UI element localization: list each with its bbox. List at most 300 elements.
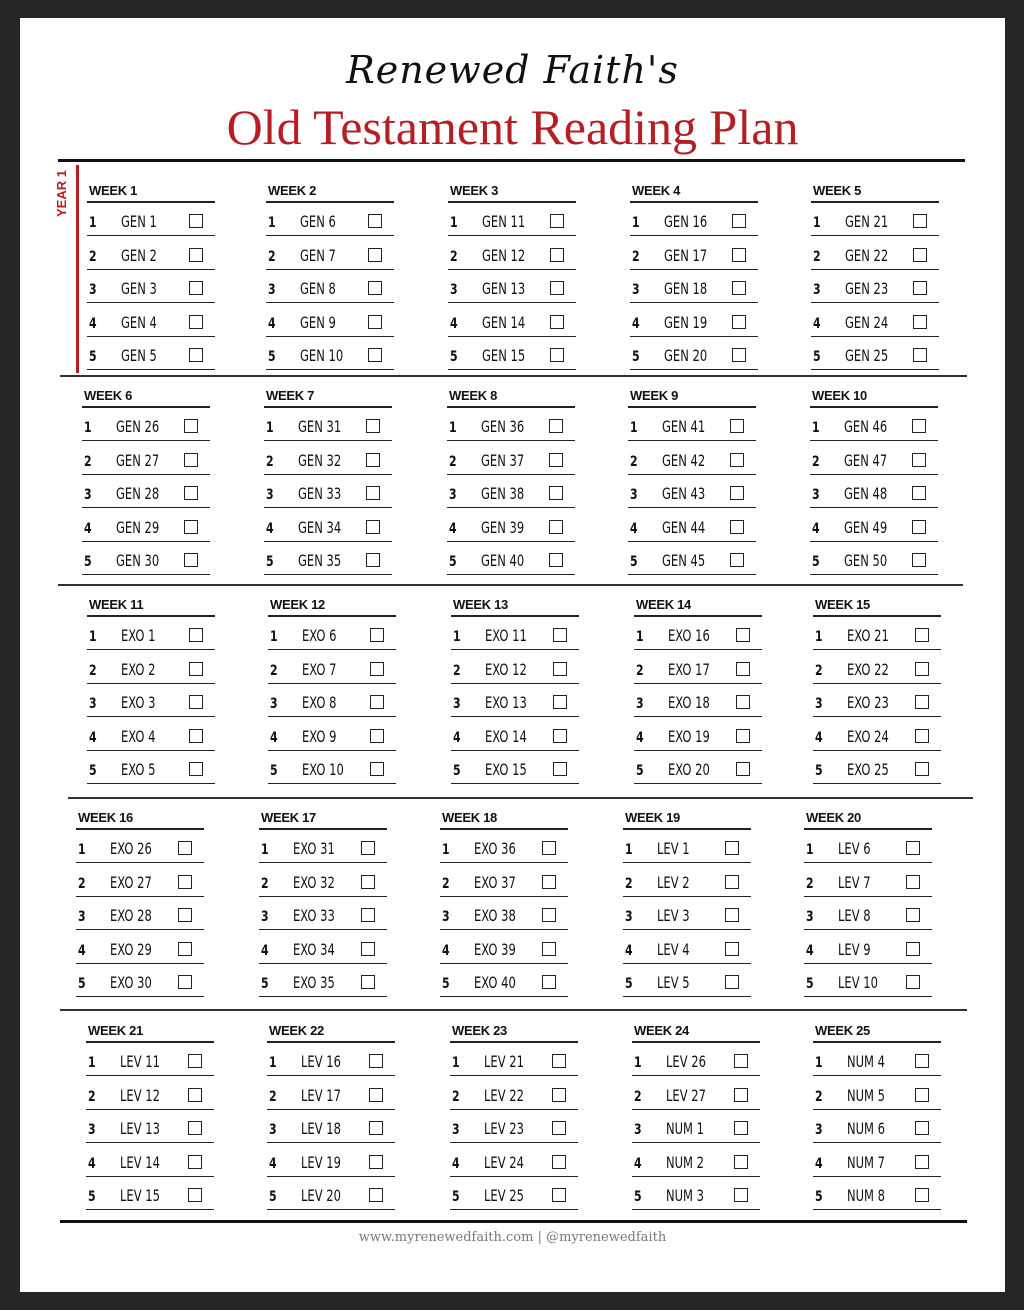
checkbox[interactable] (552, 1054, 566, 1068)
checkbox[interactable] (370, 762, 384, 776)
day-number: 5 (815, 1189, 823, 1205)
checkbox[interactable] (915, 1155, 929, 1169)
day-number: 5 (268, 349, 276, 365)
reading-item (632, 1076, 760, 1110)
checkbox[interactable] (368, 348, 382, 362)
day-number: 5 (632, 349, 640, 365)
day-number: 2 (84, 453, 92, 470)
checkbox[interactable] (188, 1088, 202, 1102)
checkbox[interactable] (368, 214, 382, 228)
chapter-reference: GEN 38 (481, 484, 525, 503)
checkbox[interactable] (178, 908, 192, 922)
chapter-reference: NUM 6 (847, 1119, 885, 1138)
day-number: 4 (632, 315, 640, 332)
reading-item (810, 475, 938, 509)
day-number: 3 (270, 696, 278, 712)
day-number: 3 (812, 487, 820, 503)
reading-item (266, 203, 394, 237)
week-title: WEEK 7 (266, 388, 315, 403)
checkbox[interactable] (736, 695, 750, 709)
chapter-reference: GEN 35 (298, 551, 342, 570)
checkbox[interactable] (542, 841, 556, 855)
reading-item (259, 897, 387, 931)
chapter-reference: NUM 8 (847, 1186, 885, 1205)
checkbox[interactable] (906, 942, 920, 956)
chapter-reference: GEN 21 (845, 212, 889, 231)
day-number: 1 (813, 215, 821, 231)
checkbox[interactable] (188, 1155, 202, 1169)
reading-item (628, 441, 756, 475)
day-number: 2 (630, 453, 638, 470)
week-block (259, 808, 387, 997)
checkbox[interactable] (188, 1054, 202, 1068)
checkbox[interactable] (189, 315, 203, 329)
day-number: 5 (270, 763, 278, 779)
day-number: 5 (266, 554, 274, 570)
checkbox[interactable] (549, 553, 563, 567)
day-number: 4 (630, 520, 638, 537)
checkbox[interactable] (552, 1121, 566, 1135)
week-title: WEEK 23 (452, 1023, 507, 1038)
day-number: 4 (815, 1155, 823, 1172)
chapter-reference: GEN 26 (116, 417, 160, 436)
chapter-reference: LEV 13 (120, 1119, 160, 1138)
checkbox[interactable] (906, 975, 920, 989)
day-number: 5 (449, 554, 457, 570)
chapter-reference: EXO 36 (474, 839, 516, 858)
chapter-reference: GEN 41 (662, 417, 706, 436)
checkbox[interactable] (542, 875, 556, 889)
chapter-reference: GEN 8 (300, 279, 336, 298)
checkbox[interactable] (549, 419, 563, 433)
chapter-reference: LEV 17 (301, 1085, 341, 1105)
day-number: 4 (89, 729, 97, 746)
checkbox[interactable] (366, 553, 380, 567)
checkbox[interactable] (189, 762, 203, 776)
reading-item (804, 964, 932, 998)
reading-item (86, 1110, 214, 1144)
checkbox[interactable] (550, 214, 564, 228)
day-number: 2 (815, 662, 823, 679)
reading-item (623, 964, 751, 998)
day-number: 2 (270, 662, 278, 679)
checkbox[interactable] (553, 662, 567, 676)
checkbox[interactable] (553, 729, 567, 743)
reading-item (87, 337, 215, 371)
week-block (810, 386, 938, 575)
checkbox[interactable] (915, 695, 929, 709)
checkbox[interactable] (736, 762, 750, 776)
reading-item (86, 1076, 214, 1110)
chapter-reference: NUM 2 (666, 1152, 704, 1172)
checkbox[interactable] (361, 841, 375, 855)
reading-item (451, 684, 579, 718)
day-number: 3 (450, 282, 458, 298)
checkbox[interactable] (549, 520, 563, 534)
chapter-reference: GEN 13 (482, 279, 526, 298)
chapter-reference: EXO 19 (668, 726, 710, 746)
day-number: 3 (84, 487, 92, 503)
checkbox[interactable] (369, 1088, 383, 1102)
checkbox[interactable] (542, 942, 556, 956)
checkbox[interactable] (552, 1188, 566, 1202)
chapter-reference: GEN 7 (300, 245, 336, 265)
checkbox[interactable] (725, 841, 739, 855)
checkbox[interactable] (913, 281, 927, 295)
checkbox[interactable] (178, 841, 192, 855)
checkbox[interactable] (178, 875, 192, 889)
checkbox[interactable] (912, 419, 926, 433)
reading-item (811, 303, 939, 337)
reading-item (813, 1110, 941, 1144)
checkbox[interactable] (915, 1088, 929, 1102)
chapter-reference: LEV 15 (120, 1186, 160, 1205)
chapter-reference: EXO 33 (293, 906, 335, 925)
checkbox[interactable] (734, 1155, 748, 1169)
day-number: 5 (636, 763, 644, 779)
day-number: 1 (453, 629, 461, 645)
reading-item (450, 1177, 578, 1211)
reading-item (87, 751, 215, 785)
day-number: 3 (813, 282, 821, 298)
checkbox[interactable] (912, 453, 926, 467)
reading-item (810, 508, 938, 542)
reading-item (440, 930, 568, 964)
checkbox[interactable] (366, 520, 380, 534)
checkbox[interactable] (189, 348, 203, 362)
day-number: 2 (634, 1088, 642, 1105)
week-title: WEEK 9 (630, 388, 679, 403)
checkbox[interactable] (553, 762, 567, 776)
chapter-reference: EXO 38 (474, 906, 516, 925)
chapter-reference: EXO 9 (302, 726, 337, 746)
day-number: 5 (813, 349, 821, 365)
day-number: 3 (636, 696, 644, 712)
checkbox[interactable] (915, 1054, 929, 1068)
checkbox[interactable] (553, 628, 567, 642)
day-number: 4 (266, 520, 274, 537)
reading-item (450, 1043, 578, 1077)
checkbox[interactable] (542, 908, 556, 922)
chapter-reference: LEV 25 (484, 1186, 524, 1205)
day-number: 1 (88, 1055, 96, 1071)
chapter-reference: GEN 42 (662, 450, 706, 470)
checkbox[interactable] (361, 875, 375, 889)
day-number: 1 (268, 215, 276, 231)
checkbox[interactable] (913, 315, 927, 329)
chapter-reference: GEN 29 (116, 517, 160, 537)
reading-item (264, 408, 392, 442)
checkbox[interactable] (915, 729, 929, 743)
chapter-reference: NUM 1 (666, 1119, 704, 1138)
checkbox[interactable] (550, 315, 564, 329)
checkbox[interactable] (361, 975, 375, 989)
checkbox[interactable] (369, 1121, 383, 1135)
checkbox[interactable] (370, 628, 384, 642)
day-number: 3 (266, 487, 274, 503)
checkbox[interactable] (906, 908, 920, 922)
checkbox[interactable] (732, 315, 746, 329)
day-number: 2 (442, 875, 450, 892)
checkbox[interactable] (189, 214, 203, 228)
reading-item (811, 337, 939, 371)
checkbox[interactable] (189, 628, 203, 642)
checkbox[interactable] (550, 348, 564, 362)
week-block (268, 595, 396, 784)
checkbox[interactable] (178, 942, 192, 956)
checkbox[interactable] (552, 1088, 566, 1102)
reading-item (447, 508, 575, 542)
reading-item (813, 617, 941, 651)
checkbox[interactable] (725, 975, 739, 989)
checkbox[interactable] (549, 453, 563, 467)
reading-item (87, 617, 215, 651)
checkbox[interactable] (915, 662, 929, 676)
checkbox[interactable] (913, 214, 927, 228)
reading-item (813, 650, 941, 684)
day-number: 1 (449, 420, 457, 436)
day-number: 5 (634, 1189, 642, 1205)
chapter-reference: EXO 32 (293, 872, 335, 892)
reading-item (448, 236, 576, 270)
checkbox[interactable] (912, 553, 926, 567)
row-divider (60, 1009, 967, 1011)
chapter-reference: GEN 50 (844, 551, 888, 570)
checkbox[interactable] (549, 486, 563, 500)
chapter-reference: LEV 4 (657, 939, 690, 959)
chapter-reference: GEN 28 (116, 484, 160, 503)
day-number: 4 (812, 520, 820, 537)
week-block (86, 1021, 214, 1210)
reading-item (87, 717, 215, 751)
checkbox[interactable] (366, 486, 380, 500)
week-block (267, 1021, 395, 1210)
checkbox[interactable] (189, 248, 203, 262)
reading-item (813, 751, 941, 785)
checkbox[interactable] (736, 628, 750, 642)
week-title: WEEK 25 (815, 1023, 870, 1038)
checkbox[interactable] (178, 975, 192, 989)
checkbox[interactable] (725, 942, 739, 956)
day-number: 5 (84, 554, 92, 570)
checkbox[interactable] (725, 908, 739, 922)
checkbox[interactable] (730, 419, 744, 433)
reading-item (440, 964, 568, 998)
chapter-reference: EXO 1 (121, 626, 156, 645)
checkbox[interactable] (732, 248, 746, 262)
reading-item (813, 684, 941, 718)
reading-item (630, 236, 758, 270)
year-label: YEAR 1 (54, 170, 69, 218)
chapter-reference: LEV 1 (657, 839, 690, 858)
checkbox[interactable] (542, 975, 556, 989)
chapter-reference: GEN 19 (664, 312, 708, 332)
chapter-reference: EXO 35 (293, 973, 335, 992)
checkbox[interactable] (188, 1121, 202, 1135)
reading-item (448, 203, 576, 237)
checkbox[interactable] (189, 729, 203, 743)
chapter-reference: GEN 40 (481, 551, 525, 570)
checkbox[interactable] (550, 248, 564, 262)
reading-item (448, 337, 576, 371)
week-block (440, 808, 568, 997)
checkbox[interactable] (189, 281, 203, 295)
checkbox[interactable] (184, 419, 198, 433)
day-number: 2 (453, 662, 461, 679)
checkbox[interactable] (361, 942, 375, 956)
page-title: Old Testament Reading Plan (226, 99, 799, 155)
checkbox[interactable] (732, 214, 746, 228)
checkbox[interactable] (730, 553, 744, 567)
checkbox[interactable] (550, 281, 564, 295)
chapter-reference: EXO 18 (668, 693, 710, 712)
day-number: 4 (268, 315, 276, 332)
checkbox[interactable] (906, 841, 920, 855)
checkbox[interactable] (189, 662, 203, 676)
reading-plan-page (20, 18, 1005, 1292)
reading-item (447, 475, 575, 509)
checkbox[interactable] (915, 762, 929, 776)
checkbox[interactable] (370, 729, 384, 743)
reading-item (628, 542, 756, 576)
day-number: 3 (268, 282, 276, 298)
day-number: 2 (89, 248, 97, 265)
reading-item (440, 863, 568, 897)
checkbox[interactable] (553, 695, 567, 709)
day-number: 3 (78, 909, 86, 925)
checkbox[interactable] (912, 520, 926, 534)
day-number: 4 (636, 729, 644, 746)
day-number: 1 (270, 629, 278, 645)
chapter-reference: LEV 20 (301, 1186, 341, 1205)
chapter-reference: EXO 16 (668, 626, 710, 645)
reading-item (266, 270, 394, 304)
week-title: WEEK 20 (806, 810, 861, 825)
week-title: WEEK 11 (89, 597, 144, 612)
day-number: 3 (625, 909, 633, 925)
checkbox[interactable] (366, 453, 380, 467)
chapter-reference: LEV 7 (838, 872, 871, 892)
checkbox[interactable] (915, 1121, 929, 1135)
checkbox[interactable] (734, 1088, 748, 1102)
checkbox[interactable] (366, 419, 380, 433)
reading-item (259, 964, 387, 998)
checkbox[interactable] (184, 553, 198, 567)
day-number: 2 (268, 248, 276, 265)
checkbox[interactable] (732, 348, 746, 362)
checkbox[interactable] (369, 1054, 383, 1068)
checkbox[interactable] (736, 729, 750, 743)
chapter-reference: EXO 21 (847, 626, 889, 645)
checkbox[interactable] (730, 520, 744, 534)
checkbox[interactable] (725, 875, 739, 889)
reading-item (630, 203, 758, 237)
checkbox[interactable] (915, 1188, 929, 1202)
checkbox[interactable] (906, 875, 920, 889)
checkbox[interactable] (188, 1188, 202, 1202)
checkbox[interactable] (189, 695, 203, 709)
chapter-reference: GEN 39 (481, 517, 525, 537)
day-number: 3 (815, 1122, 823, 1138)
checkbox[interactable] (915, 628, 929, 642)
checkbox[interactable] (369, 1155, 383, 1169)
checkbox[interactable] (370, 662, 384, 676)
day-number: 5 (88, 1189, 96, 1205)
chapter-reference: EXO 22 (847, 659, 889, 679)
checkbox[interactable] (370, 695, 384, 709)
checkbox[interactable] (368, 315, 382, 329)
checkbox[interactable] (184, 520, 198, 534)
day-number: 5 (261, 976, 269, 992)
checkbox[interactable] (368, 281, 382, 295)
reading-item (628, 475, 756, 509)
checkbox[interactable] (913, 248, 927, 262)
reading-item (267, 1143, 395, 1177)
reading-item (267, 1177, 395, 1211)
checkbox[interactable] (368, 248, 382, 262)
reading-item (630, 270, 758, 304)
reading-item (447, 542, 575, 576)
chapter-reference: GEN 6 (300, 212, 336, 231)
checkbox[interactable] (734, 1121, 748, 1135)
chapter-reference: EXO 2 (121, 659, 156, 679)
day-number: 1 (269, 1055, 277, 1071)
reading-item (82, 408, 210, 442)
reading-item (264, 441, 392, 475)
day-number: 2 (88, 1088, 96, 1105)
checkbox[interactable] (912, 486, 926, 500)
reading-item (259, 830, 387, 864)
day-number: 4 (89, 315, 97, 332)
day-number: 1 (78, 842, 86, 858)
day-number: 5 (78, 976, 86, 992)
day-number: 3 (630, 487, 638, 503)
checkbox[interactable] (732, 281, 746, 295)
day-number: 4 (270, 729, 278, 746)
checkbox[interactable] (736, 662, 750, 676)
reading-item (440, 830, 568, 864)
checkbox[interactable] (730, 486, 744, 500)
week-block (804, 808, 932, 997)
checkbox[interactable] (184, 486, 198, 500)
chapter-reference: GEN 12 (482, 245, 526, 265)
chapter-reference: GEN 37 (481, 450, 525, 470)
chapter-reference: LEV 11 (120, 1052, 160, 1071)
checkbox[interactable] (184, 453, 198, 467)
checkbox[interactable] (369, 1188, 383, 1202)
checkbox[interactable] (730, 453, 744, 467)
checkbox[interactable] (734, 1188, 748, 1202)
week-block (634, 595, 762, 784)
checkbox[interactable] (361, 908, 375, 922)
chapter-reference: GEN 20 (664, 346, 708, 365)
day-number: 2 (813, 248, 821, 265)
chapter-reference: GEN 44 (662, 517, 706, 537)
day-number: 5 (812, 554, 820, 570)
row-divider (58, 584, 963, 586)
checkbox[interactable] (913, 348, 927, 362)
chapter-reference: EXO 13 (485, 693, 527, 712)
checkbox[interactable] (552, 1155, 566, 1169)
chapter-reference: LEV 26 (666, 1052, 706, 1071)
checkbox[interactable] (734, 1054, 748, 1068)
chapter-reference: GEN 3 (121, 279, 157, 298)
reading-item (264, 475, 392, 509)
chapter-reference: EXO 31 (293, 839, 335, 858)
day-number: 5 (815, 763, 823, 779)
day-number: 3 (452, 1122, 460, 1138)
chapter-reference: GEN 16 (664, 212, 708, 231)
